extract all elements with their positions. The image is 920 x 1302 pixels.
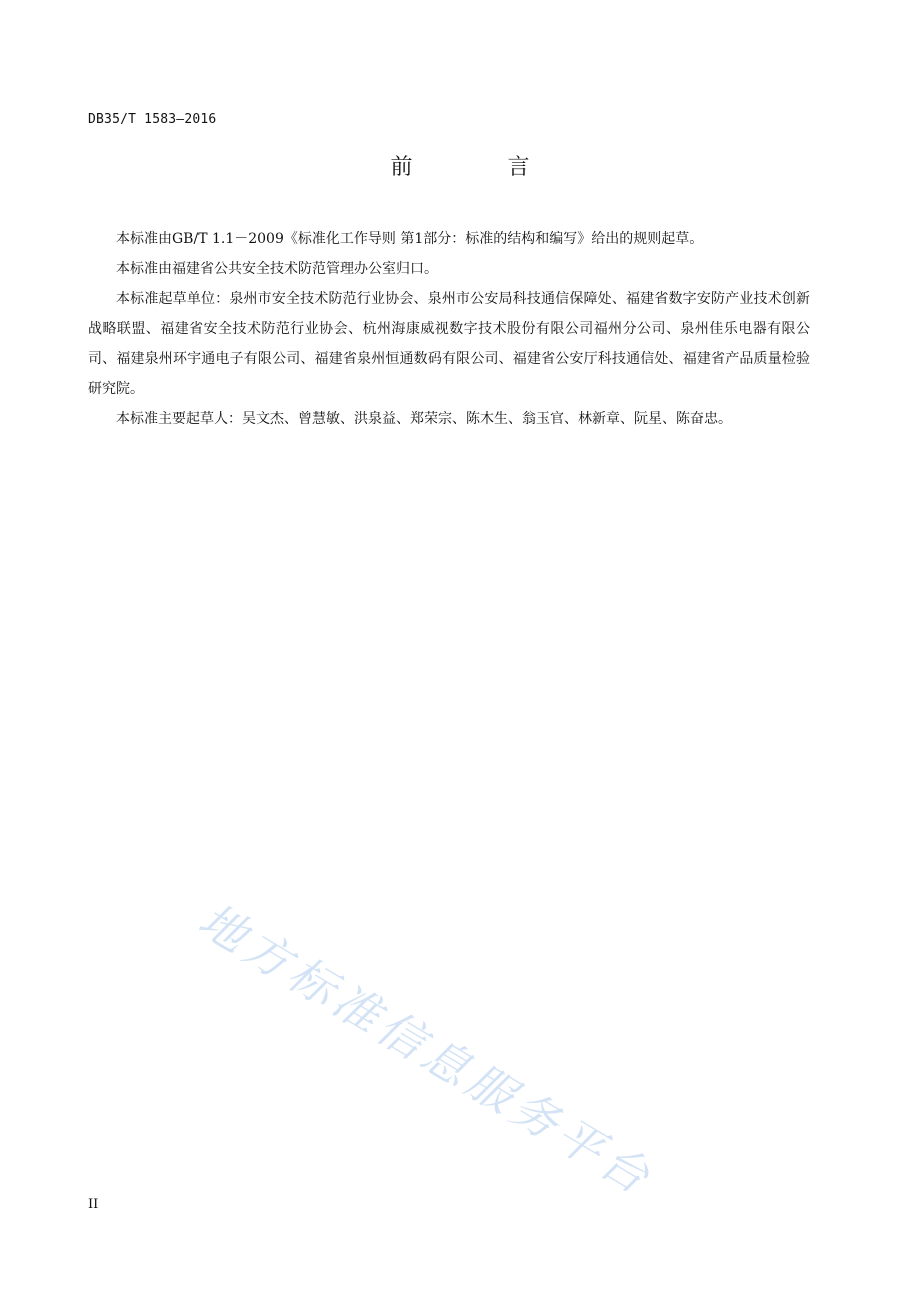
paragraph-drafting-units: 本标准起草单位：泉州市安全技术防范行业协会、泉州市公安局科技通信保障处、福建省数字安防产业技术创新战略联盟、福建省安全技术防范行业协会、杭州海康威视数字技术股份有限公司福州分公司、泉州佳乐电器有限公司、福建泉州环宇通电子有限公司、福建省泉州恒通数码有限公司、福建省公安厅科技通信处、福建省产品质量检验研究院。 [88,291,810,397]
watermark-text: 地方标准信息服务平台 [189,892,664,1207]
paragraph-drafting-rules: 本标准由GB/T 1.1－2009《标准化工作导则 第1部分：标准的结构和编写》给出的规则起草。 [116,231,704,247]
paragraph-responsible-office: 本标准由福建省公共安全技术防范管理办公室归口。 [116,261,438,277]
foreword-body [88,224,810,434]
paragraph-main-drafters: 本标准主要起草人：吴文杰、曾慧敏、洪泉益、郑荣宗、陈木生、翁玉官、林新章、阮星、陈奋忠。 [116,411,732,427]
page-number: II [88,1197,99,1212]
standard-code: DB35/T 1583—2016 [88,112,217,127]
page-title: 前 言 [390,155,574,180]
